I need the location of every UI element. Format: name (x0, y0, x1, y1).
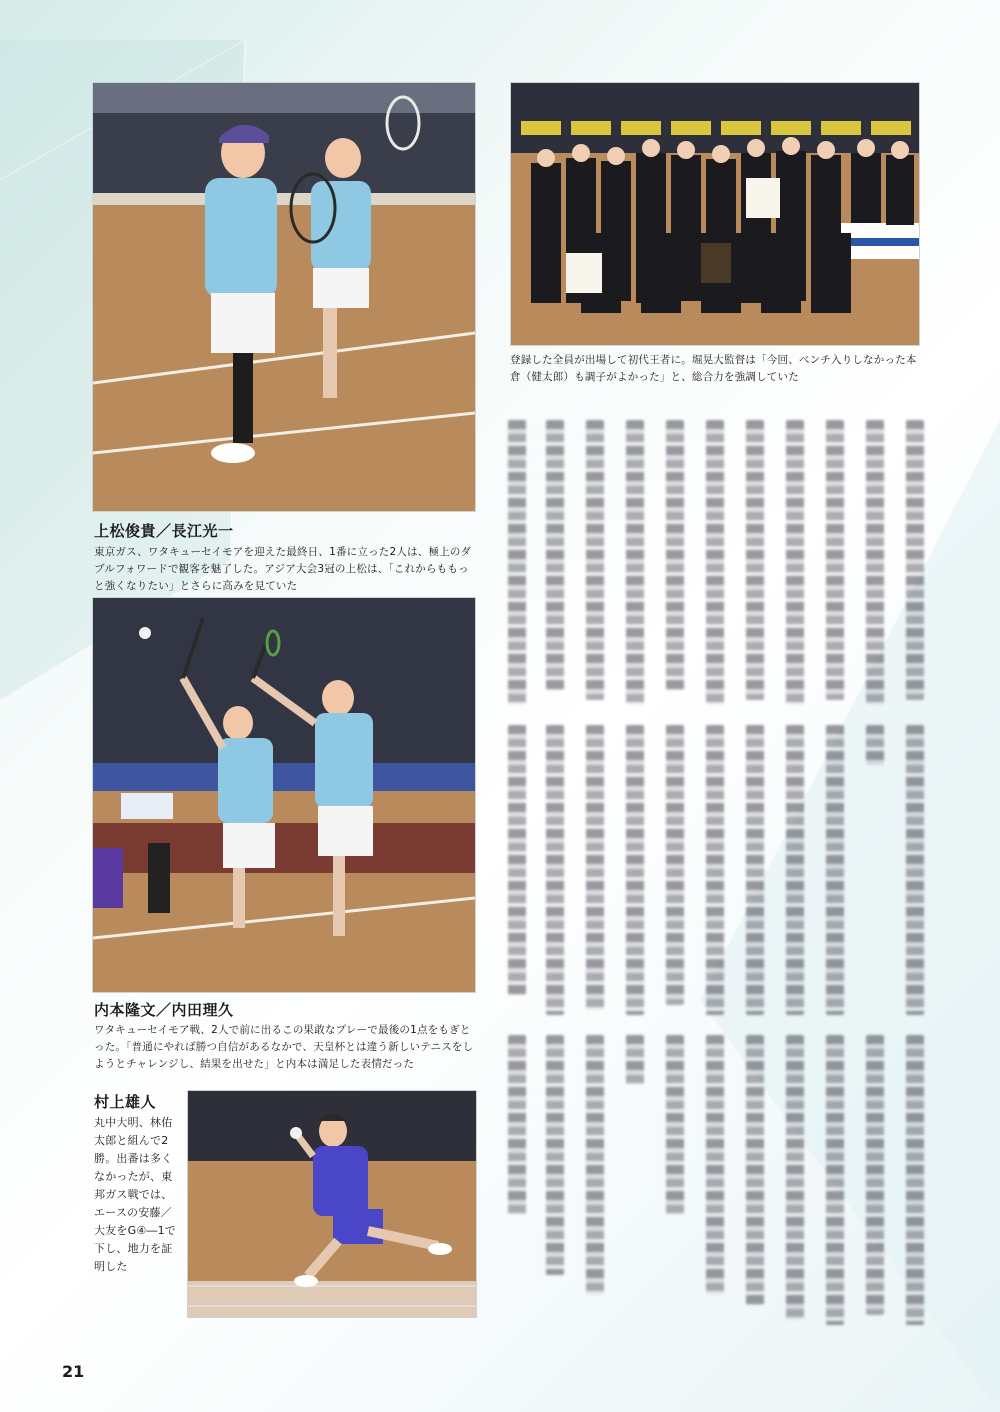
running-shot-illustration (188, 1091, 476, 1317)
pair1-name: 上松俊貴／長江光一 (94, 522, 234, 540)
blurred-column (546, 1035, 564, 1275)
blurred-column (666, 1035, 684, 1215)
blurred-column (866, 725, 884, 765)
blurred-column (626, 1035, 644, 1085)
blurred-column (586, 725, 604, 1010)
blurred-column (786, 725, 804, 1015)
doubles-volley-illustration (93, 598, 475, 992)
blurred-column (666, 725, 684, 1005)
blurred-column (746, 420, 764, 700)
blurred-column (666, 420, 684, 690)
blurred-column (906, 1035, 924, 1325)
blurred-column (626, 725, 644, 1015)
blurred-column (706, 1035, 724, 1295)
blurred-column (746, 1035, 764, 1305)
blurred-column (906, 725, 924, 1015)
blurred-column (746, 725, 764, 1015)
blurred-column (546, 420, 564, 690)
team-group-photo (510, 82, 920, 346)
blurred-column (826, 1035, 844, 1325)
blurred-column (586, 420, 604, 700)
blurred-column (786, 1035, 804, 1320)
blurred-column (786, 420, 804, 705)
blurred-column (906, 420, 924, 700)
doubles-celebration-photo (92, 82, 476, 512)
blurred-column (546, 725, 564, 1015)
doubles-volley-photo (92, 597, 476, 993)
page-number: 21 (62, 1362, 85, 1381)
player-caption: 丸中大明、林佑太郎と組んで2勝。出番は多くなかったが、東邦ガス戦では、エースの安藤／大友をG④―1で下し、地力を証明した (94, 1116, 176, 1273)
player-name: 村上雄人 (94, 1093, 157, 1111)
blurred-column (826, 725, 844, 1015)
doubles-celebration-illustration (93, 83, 475, 511)
team-group-illustration (511, 83, 919, 345)
blurred-article-text (508, 420, 924, 1340)
blurred-column (508, 1035, 526, 1215)
blurred-column (508, 420, 526, 705)
team-photo-caption: 登録した全員が出場して初代王者に。堀晃大監督は「今回、ベンチ入りしなかった本倉（健太郎）も調子がよかった」と、総合力を強調していた (510, 354, 917, 383)
pair1-caption: 東京ガス、ワタキューセイモアを迎えた最終日、1番に立った2人は、極上のダブルフォワードで観客を魅了した。アジア大会3冠の上松は、「これからももっと強くなりたい」とさらに高みを見ていた (94, 546, 472, 592)
blurred-column (586, 1035, 604, 1295)
blurred-column (626, 420, 644, 705)
blurred-column (866, 420, 884, 705)
pair2-caption: ワタキューセイモア戦、2人で前に出るこの果敢なプレーで最後の1点をもぎとった。「普通にやれば勝つ自信があるなかで、天皇杯とは違う新しいテニスをしようとチャレンジし、結果を出せた」と内本は満足した表情だった (94, 1024, 474, 1070)
blurred-column (866, 1035, 884, 1315)
blurred-column (508, 725, 526, 995)
blurred-column (826, 420, 844, 700)
running-shot-photo (187, 1090, 477, 1318)
pair2-name: 内本隆文／内田理久 (94, 1001, 234, 1019)
blurred-column (706, 420, 724, 705)
blurred-column (706, 725, 724, 1015)
